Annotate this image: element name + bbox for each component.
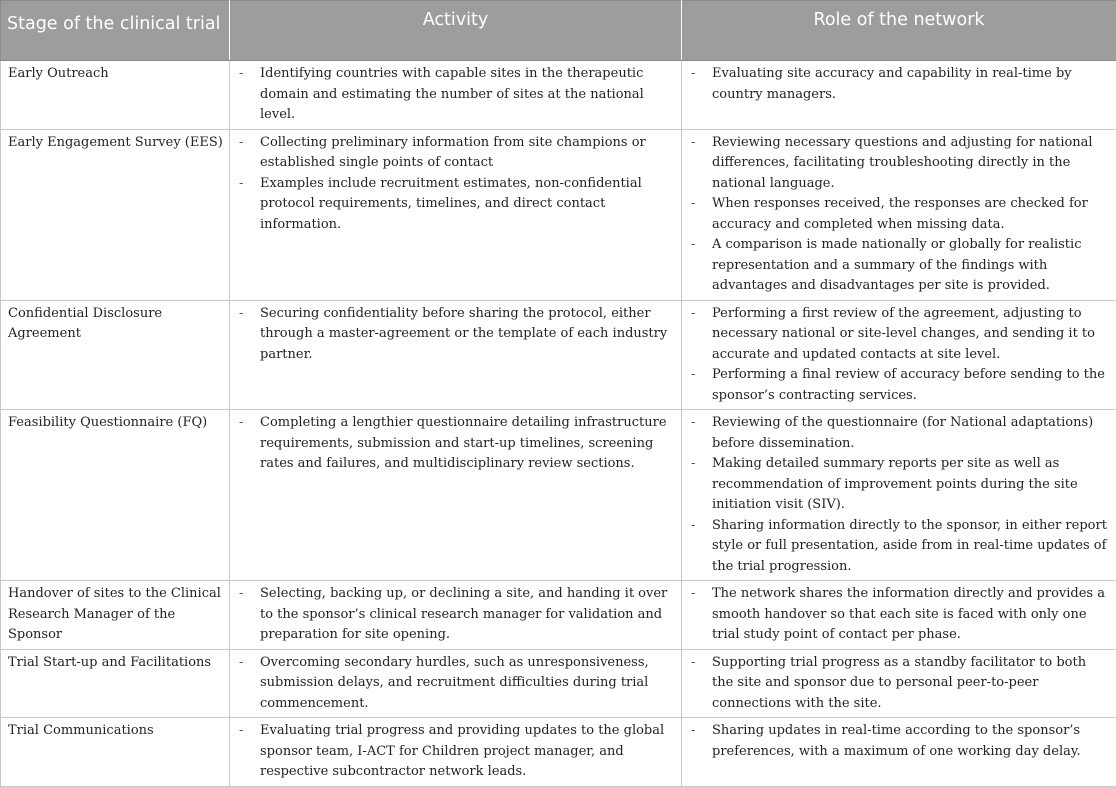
table-body (1, 61, 1116, 787)
role-text: Making detailed summary reports per site as well as recommendation of improvement points during the site initiation visit (SIV). (712, 456, 1078, 512)
list-item (689, 365, 1110, 406)
list-item (237, 721, 675, 783)
dash-bullet-icon: - (691, 64, 695, 85)
list-item (237, 64, 675, 126)
stage-cell: Early Outreach (1, 61, 230, 130)
table-row (1, 649, 1116, 718)
table-header (1, 1, 1116, 61)
dash-bullet-icon: - (691, 584, 695, 605)
activity-cell (230, 718, 682, 787)
role-text: Reviewing necessary questions and adjusting for national differences, facilitating troubleshooting directly in the national language. (712, 135, 1093, 191)
activity-list (237, 584, 675, 646)
dash-bullet-icon: - (691, 454, 695, 475)
list-item (689, 235, 1110, 297)
list-item (689, 194, 1110, 235)
activity-text: Selecting, backing up, or declining a site, and handing it over to the sponsor’s clinical research manager for validation and preparation for site opening. (260, 586, 667, 642)
activity-list (237, 721, 675, 783)
stage-cell: Early Engagement Survey (EES) (1, 129, 230, 300)
activity-text: Examples include recruitment estimates, non-confidential protocol requirements, timelines, and direct contact information. (260, 176, 642, 232)
list-item (237, 653, 675, 715)
activity-list (237, 653, 675, 715)
table-row (1, 718, 1116, 787)
role-cell (682, 581, 1116, 650)
dash-bullet-icon: - (691, 413, 695, 434)
activity-text: Securing confidentiality before sharing the protocol, either through a master-agreement or the template of each industry partner. (260, 306, 667, 362)
dash-bullet-icon: - (691, 235, 695, 256)
dash-bullet-icon: - (239, 64, 243, 85)
role-cell (682, 61, 1116, 130)
dash-bullet-icon: - (691, 133, 695, 154)
role-cell (682, 649, 1116, 718)
role-text: The network shares the information directly and provides a smooth handover so that each site is faced with only one trial study point of contact per phase. (712, 586, 1105, 642)
activity-cell (230, 300, 682, 410)
role-list (689, 64, 1110, 105)
table-row (1, 129, 1116, 300)
role-text: Sharing updates in real-time according to the sponsor’s preferences, with a maximum of one working day delay. (712, 723, 1081, 759)
list-item (237, 584, 675, 646)
list-item (689, 516, 1110, 578)
activity-list (237, 304, 675, 366)
dash-bullet-icon: - (239, 304, 243, 325)
activity-list (237, 413, 675, 475)
role-list (689, 133, 1110, 297)
activity-list (237, 64, 675, 126)
role-cell (682, 129, 1116, 300)
role-cell (682, 718, 1116, 787)
dash-bullet-icon: - (691, 653, 695, 674)
list-item (689, 304, 1110, 366)
role-text: A comparison is made nationally or globally for realistic representation and a summary of the findings with advantages and disadvantages per site is provided. (712, 237, 1081, 293)
activity-text: Overcoming secondary hurdles, such as unresponsiveness, submission delays, and recruitment difficulties during trial commencement. (260, 655, 649, 711)
dash-bullet-icon: - (691, 721, 695, 742)
activity-text: Collecting preliminary information from site champions or established single points of contact (260, 135, 646, 171)
role-list (689, 653, 1110, 715)
header-role: Role of the network (682, 1, 1116, 61)
list-item (689, 721, 1110, 762)
role-text: Sharing information directly to the sponsor, in either report style or full presentation, aside from in real-time updates of the trial progression. (712, 518, 1107, 574)
list-item (689, 584, 1110, 646)
header-stage: Stage of the clinical trial (1, 1, 230, 61)
list-item (237, 304, 675, 366)
stage-cell: Feasibility Questionnaire (FQ) (1, 410, 230, 581)
stage-cell: Handover of sites to the Clinical Research Manager of the Sponsor (1, 581, 230, 650)
dash-bullet-icon: - (239, 133, 243, 154)
activity-cell (230, 61, 682, 130)
list-item (689, 653, 1110, 715)
header-activity: Activity (230, 1, 682, 61)
activity-cell (230, 410, 682, 581)
role-list (689, 413, 1110, 577)
activity-text: Identifying countries with capable sites in the therapeutic domain and estimating the number of sites at the national level. (260, 66, 644, 122)
dash-bullet-icon: - (691, 304, 695, 325)
dash-bullet-icon: - (239, 721, 243, 742)
dash-bullet-icon: - (691, 516, 695, 537)
list-item (689, 413, 1110, 454)
activity-cell (230, 581, 682, 650)
role-cell (682, 300, 1116, 410)
activity-text: Evaluating trial progress and providing updates to the global sponsor team, I-ACT for Children project manager, and respective subcontractor network leads. (260, 723, 664, 779)
header-row (1, 1, 1116, 61)
table-row (1, 581, 1116, 650)
role-text: Reviewing of the questionnaire (for National adaptations) before dissemination. (712, 415, 1093, 451)
activity-cell (230, 129, 682, 300)
role-text: Performing a first review of the agreement, adjusting to necessary national or site-level changes, and sending it to accurate and updated contacts at site level. (712, 306, 1095, 362)
role-cell (682, 410, 1116, 581)
list-item (237, 413, 675, 475)
list-item (237, 174, 675, 236)
activity-cell (230, 649, 682, 718)
list-item (237, 133, 675, 174)
stage-cell: Trial Start-up and Facilitations (1, 649, 230, 718)
dash-bullet-icon: - (239, 174, 243, 195)
dash-bullet-icon: - (239, 413, 243, 434)
dash-bullet-icon: - (691, 365, 695, 386)
dash-bullet-icon: - (239, 584, 243, 605)
role-list (689, 584, 1110, 646)
table-row (1, 300, 1116, 410)
list-item (689, 454, 1110, 516)
list-item (689, 133, 1110, 195)
activity-list (237, 133, 675, 236)
role-list (689, 304, 1110, 407)
role-text: When responses received, the responses are checked for accuracy and completed when missing data. (712, 196, 1088, 232)
dash-bullet-icon: - (691, 194, 695, 215)
role-text: Evaluating site accuracy and capability in real-time by country managers. (712, 66, 1072, 102)
stage-cell: Confidential Disclosure Agreement (1, 300, 230, 410)
stage-cell: Trial Communications (1, 718, 230, 787)
table-row (1, 61, 1116, 130)
role-text: Supporting trial progress as a standby facilitator to both the site and sponsor due to personal peer-to-peer connections with the site. (712, 655, 1086, 711)
role-text: Performing a final review of accuracy before sending to the sponsor’s contracting services. (712, 367, 1105, 403)
table-row (1, 410, 1116, 581)
role-list (689, 721, 1110, 762)
activity-text: Completing a lengthier questionnaire detailing infrastructure requirements, submission and start-up timelines, screening rates and failures, and multidisciplinary review sections. (260, 415, 667, 471)
list-item (689, 64, 1110, 105)
dash-bullet-icon: - (239, 653, 243, 674)
